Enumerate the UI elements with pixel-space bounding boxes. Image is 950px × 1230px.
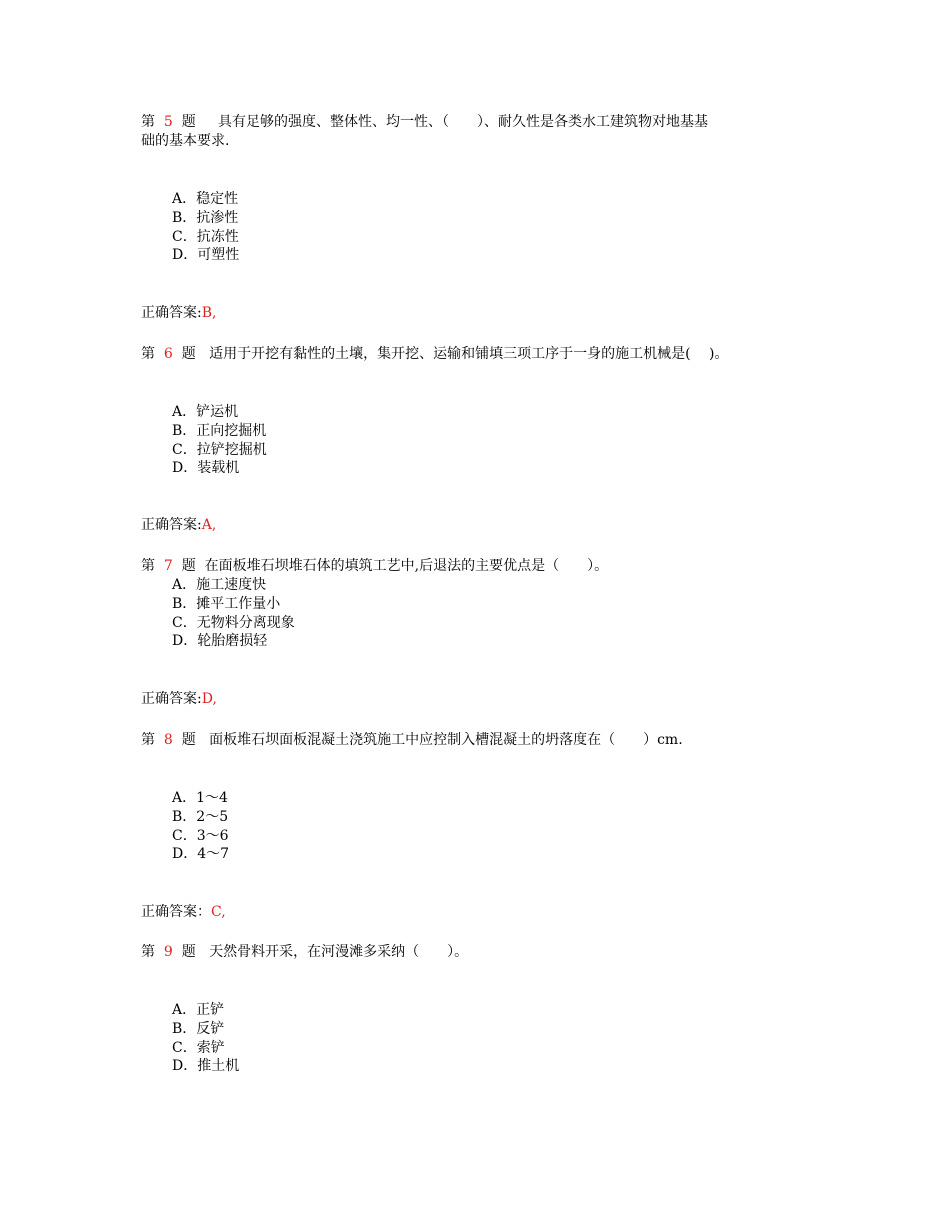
question-8 <box>141 731 683 750</box>
options-list-7 <box>172 576 295 651</box>
question-5 <box>141 113 708 151</box>
question-suffix: 题 <box>181 944 196 960</box>
question-text-line1: 具有足够的强度、整体性、均一性、（ ）、耐久性是各类水工建筑物对地基基 <box>218 114 708 130</box>
answer-label: 正确答案: <box>141 691 202 707</box>
option-c: C．索铲 <box>172 1039 225 1056</box>
question-prefix: 第 <box>141 346 155 362</box>
answer-5 <box>141 304 216 323</box>
question-suffix: 题 <box>181 346 196 362</box>
question-prefix: 第 <box>141 114 155 130</box>
answer-value: D, <box>201 691 217 707</box>
option-a: A．1～4 <box>172 790 228 806</box>
option-a: A．稳定性 <box>172 191 239 207</box>
option-b: B．抗渗性 <box>172 209 239 226</box>
question-suffix: 题 <box>181 558 196 574</box>
question-prefix: 第 <box>141 944 155 960</box>
answer-label: 正确答案: <box>141 305 202 321</box>
option-c: C．无物料分离现象 <box>172 614 295 631</box>
question-prefix: 第 <box>141 732 155 748</box>
question-9 <box>141 943 468 962</box>
question-text-line1: 适用于开挖有黏性的土壤，集开挖、运输和铺填三项工序于一身的施工机械是( )。 <box>209 346 729 362</box>
answer-8 <box>141 903 226 922</box>
answer-value: B, <box>201 305 217 321</box>
answer-label: 正确答案: <box>141 517 202 533</box>
option-d: D．推土机 <box>172 1058 240 1075</box>
answer-7 <box>141 690 217 709</box>
option-d: D．4～7 <box>172 846 230 863</box>
answer-label: 正确答案： <box>141 904 211 920</box>
question-6 <box>141 345 728 364</box>
option-c: C．3～6 <box>172 827 229 844</box>
question-suffix: 题 <box>181 732 196 748</box>
question-text-line1: 在面板堆石坝堆石体的填筑工艺中,后退法的主要优点是（ ）。 <box>204 558 609 574</box>
answer-6 <box>141 516 216 535</box>
option-d: D．可塑性 <box>172 247 240 264</box>
option-b: B．反铲 <box>172 1020 225 1037</box>
option-d: D．轮胎磨损轻 <box>172 633 268 650</box>
question-number: 6 <box>163 346 173 362</box>
option-b: B．正向挖掘机 <box>172 422 267 439</box>
answer-value: C, <box>211 904 226 920</box>
options-list-5 <box>172 190 239 265</box>
question-prefix: 第 <box>141 558 155 574</box>
question-text-line2: 础的基本要求. <box>141 133 230 149</box>
options-list-6 <box>172 403 267 478</box>
option-a: A．正铲 <box>172 1002 225 1018</box>
option-d: D．装载机 <box>172 460 240 477</box>
answer-value: A, <box>201 517 217 533</box>
option-b: B．2～5 <box>172 808 229 825</box>
question-7 <box>141 557 608 576</box>
question-number: 7 <box>163 558 173 574</box>
question-text-line1: 面板堆石坝面板混凝土浇筑施工中应控制入槽混凝土的坍落度在（ ）cm. <box>209 732 683 748</box>
question-text-line1: 天然骨料开采，在河漫滩多采纳（ ）。 <box>209 944 469 960</box>
question-number: 9 <box>163 944 173 960</box>
option-c: C．抗冻性 <box>172 228 239 245</box>
question-number: 5 <box>163 114 173 130</box>
option-a: A．铲运机 <box>172 404 239 420</box>
option-b: B．摊平工作量小 <box>172 595 281 612</box>
option-a: A．施工速度快 <box>172 577 267 593</box>
options-list-9 <box>172 1001 239 1076</box>
options-list-8 <box>172 789 229 864</box>
option-c: C．拉铲挖掘机 <box>172 441 267 458</box>
question-number: 8 <box>163 732 173 748</box>
question-suffix: 题 <box>181 114 196 130</box>
